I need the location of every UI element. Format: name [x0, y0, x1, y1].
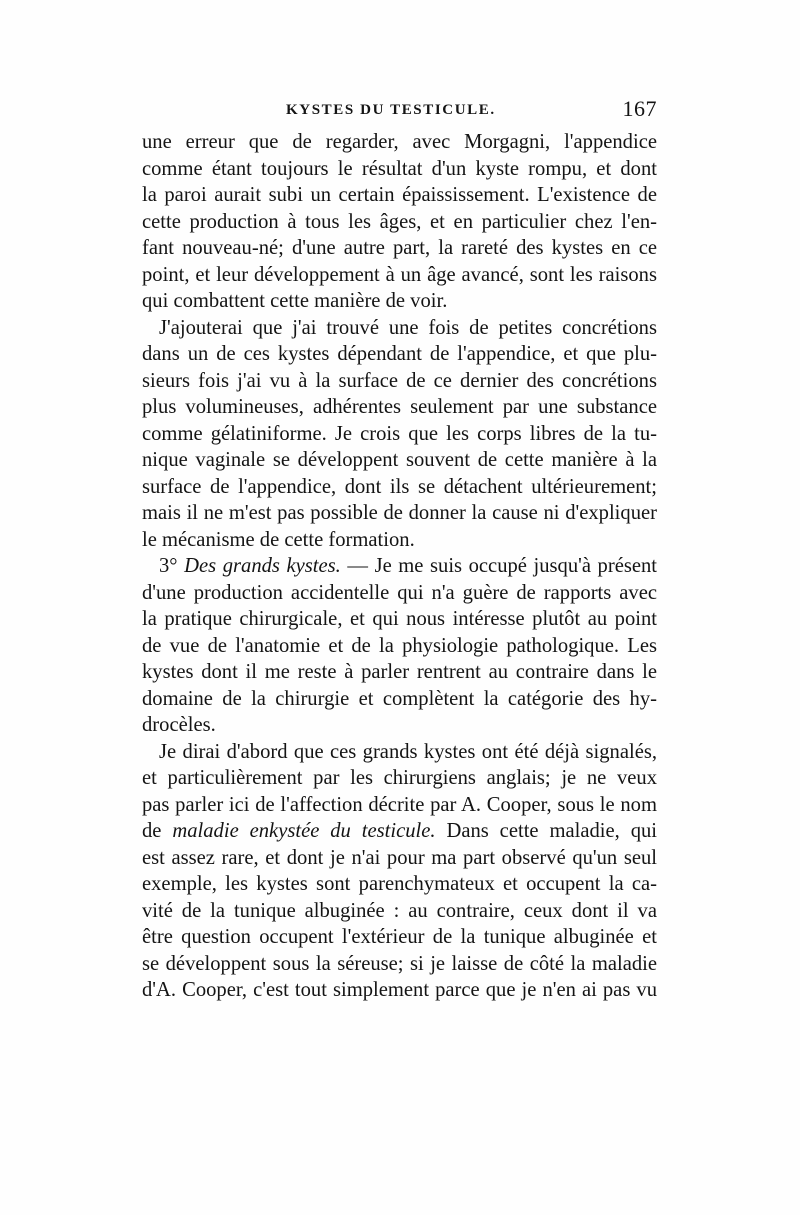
- paragraph-3: [142, 553, 657, 739]
- text-line: est assez rare, et dont je n'ai pour ma part observé qu'un seul: [142, 846, 657, 869]
- text-line: d'une production accidentelle qui n'a guère de rapports avec: [142, 581, 657, 604]
- paragraph-4: [142, 739, 657, 1004]
- text-line: dans un de ces kystes dépendant de l'appendice, et que plu-: [142, 343, 657, 365]
- text-line: une erreur que de regarder, avec Morgagni, l'appendice: [142, 131, 657, 153]
- text-line: J'ajouterai que j'ai trouvé une fois de petites concrétions: [159, 316, 657, 339]
- text-line: domaine de la chirurgie et complètent la catégorie des hy-: [142, 687, 657, 710]
- italic-term: maladie enkystée du testicule.: [172, 820, 436, 842]
- text-line: de vue de l'anatomie et de la physiologie pathologique. Les: [142, 634, 657, 657]
- text-line: fant nouveau-né; d'une autre part, la rareté des kystes en ce: [142, 237, 657, 259]
- running-head: [142, 96, 657, 126]
- text-line: cette production à tous les âges, et en particulier chez l'en-: [142, 210, 657, 233]
- text-fragment: de: [142, 820, 162, 842]
- text-line: kystes dont il me reste à parler rentrent au contraire dans le: [142, 661, 657, 683]
- text-line: mais il ne m'est pas possible de donner la cause ni d'expliquer: [142, 502, 657, 524]
- section-number: 3°: [159, 555, 178, 577]
- text-line: le mécanisme de cette formation.: [142, 528, 415, 551]
- text-line-with-italic: [142, 818, 657, 845]
- running-title: KYSTES DU TESTICULE.: [286, 102, 496, 118]
- text-line: comme étant toujours le résultat d'un kyste rompu, et dont: [142, 157, 657, 180]
- text-line: sieurs fois j'ai vu à la surface de ce dernier des concrétions: [142, 369, 657, 392]
- text-line: Je dirai d'abord que ces grands kystes ont été déjà signalés,: [159, 740, 657, 763]
- text-line: surface de l'appendice, dont ils se détachent ultérieurement;: [142, 475, 657, 498]
- text-line: drocèles.: [142, 714, 216, 736]
- text-line: vité de la tunique albuginée : au contraire, ceux dont il va: [142, 899, 657, 922]
- paragraph-2: [142, 315, 657, 554]
- text-line: d'A. Cooper, c'est tout simplement parce que je n'en ai pas vu: [142, 979, 657, 1001]
- section-heading-line: [142, 553, 657, 580]
- text-line: plus volumineuses, adhérentes seulement par une substance: [142, 396, 657, 418]
- text-line: nique vaginale se développent souvent de cette manière à la: [142, 449, 657, 471]
- text-line: être question occupent l'extérieur de la tunique albuginée et: [142, 926, 657, 948]
- text-line: la pratique chirurgicale, et qui nous intéresse plutôt au point: [142, 608, 657, 630]
- paragraph-1: [142, 129, 657, 315]
- text-line: exemple, les kystes sont parenchymateux et occupent la ca-: [142, 873, 657, 895]
- text-line: pas parler ici de l'affection décrite par A. Cooper, sous le nom: [142, 793, 657, 816]
- text-line: se développent sous la séreuse; si je laisse de côté la maladie: [142, 952, 657, 975]
- page-number: 167: [622, 96, 657, 121]
- text-fragment: — Je me suis occupé jusqu'à présent: [347, 555, 658, 577]
- text-line: et particulièrement par les chirurgiens anglais; je ne veux: [142, 767, 657, 789]
- body-text: [142, 129, 657, 1004]
- text-line: comme gélatiniforme. Je crois que les corps libres de la tu-: [142, 422, 657, 445]
- text-line: la paroi aurait subi un certain épaississement. L'existence de: [142, 184, 657, 206]
- text-fragment: Dans cette maladie, qui: [446, 820, 658, 842]
- section-title: Des grands kystes.: [184, 555, 341, 577]
- text-line: qui combattent cette manière de voir.: [142, 290, 448, 312]
- text-line: point, et leur développement à un âge avancé, sont les raisons: [142, 263, 657, 286]
